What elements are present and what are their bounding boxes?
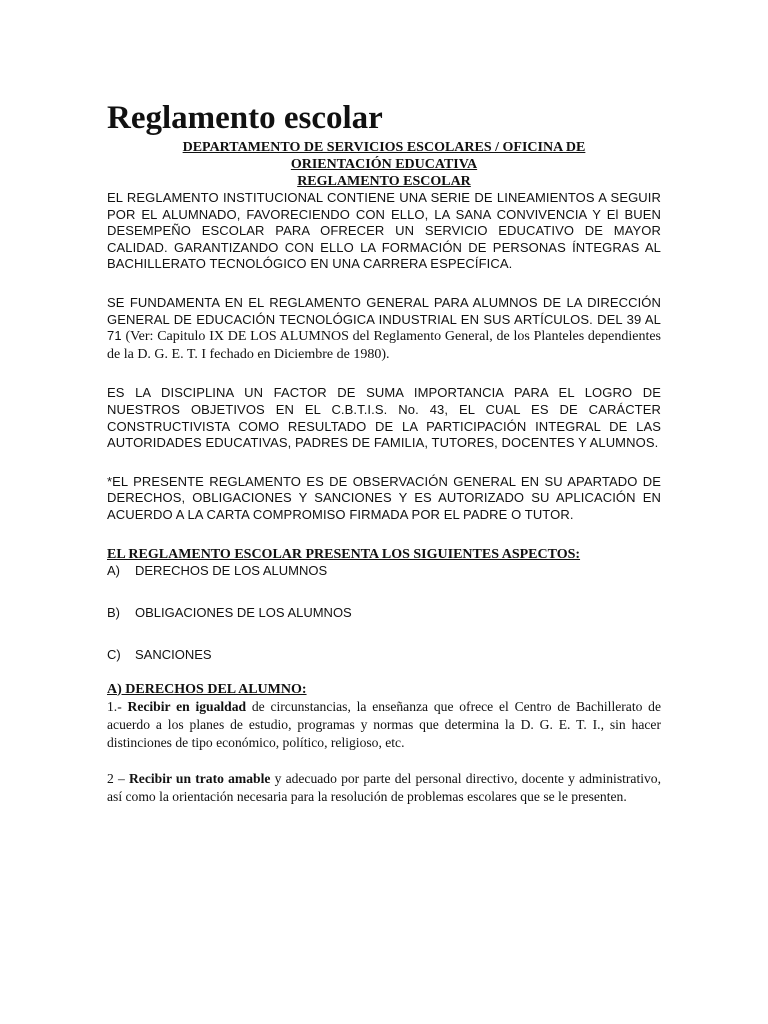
spacer xyxy=(107,452,661,474)
right-1-text: de circunstancias, la enseñanza que ofrece el Centro de Bachillerato de acuerdo a los planes de estudio, programas y normas que determina la D. G. E. T. I., sin hacer distinciones de tipo económico, político, religioso, etc. xyxy=(107,698,661,750)
spacer xyxy=(107,363,661,385)
document-title: Reglamento escolar xyxy=(107,100,383,136)
right-2 xyxy=(107,770,661,806)
list-letter: C) xyxy=(107,646,121,662)
right-1-prefix: 1.- xyxy=(107,698,128,714)
list-text: DERECHOS DE LOS ALUMNOS xyxy=(135,562,328,578)
list-item-a xyxy=(107,563,661,579)
paragraph-1: EL REGLAMENTO INSTITUCIONAL CONTIENE UNA SERIE DE LINEAMIENTOS A SEGUIR POR EL ALUMNADO, FAVORECIENDO CON ELLO, LA SANA CONVIVENCIA Y El BUEN DESEMPEÑO ESCOLAR PARA OFRECER UN SERVICIO EDUCATIVO DE MAYOR CALIDAD. GARANTIZANDO CON ELLO LA FORMACIÓN DE PERSONAS ÍNTEGRAS AL BACHILLERATO TECNOLÓGICO EN UNA CARRERA ESPECÍFICA. xyxy=(107,190,661,272)
list-item-b xyxy=(107,605,661,621)
paragraph-2-caps: SE FUNDAMENTA EN EL REGLAMENTO GENERAL PARA ALUMNOS DE LA DIRECCIÓN GENERAL DE EDUCACIÓN TECNOLÓGICA INDUSTRIAL EN SUS ARTÍCULOS. DEL 39 AL 71 xyxy=(107,294,661,344)
paragraph-3: ES LA DISCIPLINA UN FACTOR DE SUMA IMPORTANCIA PARA EL LOGRO DE NUESTROS OBJETIVOS EN EL C.B.T.I.S. No. 43, EL CUAL ES DE CARÁCTER CONSTRUCTIVISTA COMO RESULTADO DE LA PARTICIPACIÓN INTEGRAL DE LAS AUTORIDADES EDUCATIVAS, PADRES DE FAMILIA, TUTORES, DOCENTES Y ALUMNOS. xyxy=(107,385,661,451)
list-letter: B) xyxy=(107,604,120,620)
spacer xyxy=(107,663,661,681)
list-letter: A) xyxy=(107,562,120,578)
document-content xyxy=(107,98,661,806)
header-line-3: REGLAMENTO ESCOLAR xyxy=(297,174,471,189)
spacer xyxy=(107,524,661,546)
right-2-bold: Recibir un trato amable xyxy=(128,770,271,786)
header-line-1: DEPARTAMENTO DE SERVICIOS ESCOLARES / OFICINA DE xyxy=(182,140,586,155)
header-line-2: ORIENTACIÓN EDUCATIVA xyxy=(290,157,478,172)
right-1-bold: Recibir en igualdad xyxy=(127,698,247,714)
paragraph-2-rest: (Ver: Capitulo IX DE LOS ALUMNOS del Reglamento General, de los Planteles dependientes de la D. G. E. T. I fechado en Diciembre de 1980). xyxy=(107,329,661,362)
rights-heading: A) DERECHOS DEL ALUMNO: xyxy=(107,681,307,697)
right-2-text: y adecuado por parte del personal directivo, docente y administrativo, así como la orientación necesaria para la resolución de problemas escolares que se le presenten. xyxy=(107,770,662,804)
paragraph-2 xyxy=(107,295,661,363)
paragraph-4: *EL PRESENTE REGLAMENTO ES DE OBSERVACIÓN GENERAL EN SU APARTADO DE DERECHOS, OBLIGACIONES Y SANCIONES Y ES AUTORIZADO SU APLICACIÓN EN ACUERDO A LA CARTA COMPROMISO FIRMADA POR EL PADRE O TUTOR. xyxy=(107,473,661,522)
right-2-prefix: 2 – xyxy=(107,770,129,786)
list-text: SANCIONES xyxy=(135,646,212,662)
spacer xyxy=(107,621,661,647)
spacer xyxy=(107,579,661,605)
list-text: OBLIGACIONES DE LOS ALUMNOS xyxy=(135,604,352,620)
list-item-c xyxy=(107,647,661,663)
spacer xyxy=(107,752,661,770)
aspects-heading: EL REGLAMENTO ESCOLAR PRESENTA LOS SIGUIENTES ASPECTOS: xyxy=(107,546,581,562)
right-1 xyxy=(107,698,661,752)
spacer xyxy=(107,273,661,295)
